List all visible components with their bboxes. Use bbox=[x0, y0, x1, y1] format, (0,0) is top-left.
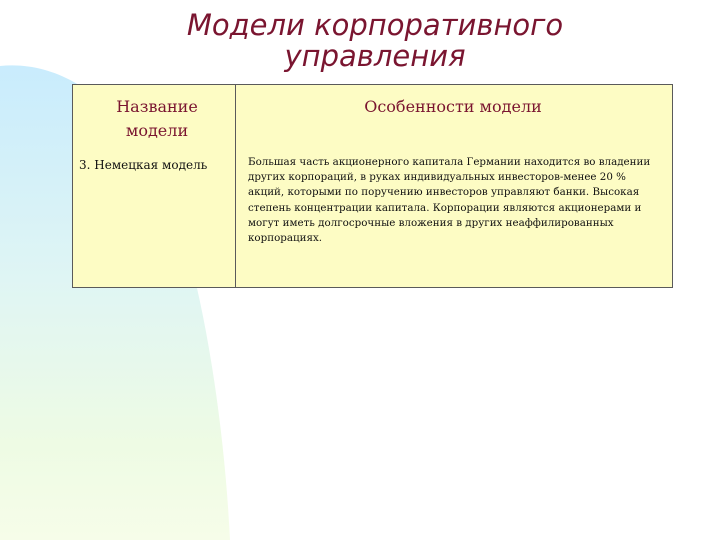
models-table bbox=[72, 84, 673, 288]
slide-title: Модели корпоративного управления bbox=[186, 8, 564, 73]
header-model-features: Особенности модели bbox=[364, 97, 542, 116]
row-model-features: Большая часть акционерного капитала Германии находится во владении других корпораций, в руках индивидуальных инвесторов-менее 20 % акций, которыми по поручению инвесторов управляют банки. Высокая степень концентрации капитала. Корпорации являются акционерами и могут иметь долгосрочные вложения в других неаффилированных корпорациях. bbox=[248, 156, 651, 245]
row-model-name: 3. Немецкая модель bbox=[79, 158, 208, 172]
column-divider bbox=[235, 85, 236, 287]
header-model-name: Название модели bbox=[116, 97, 198, 140]
